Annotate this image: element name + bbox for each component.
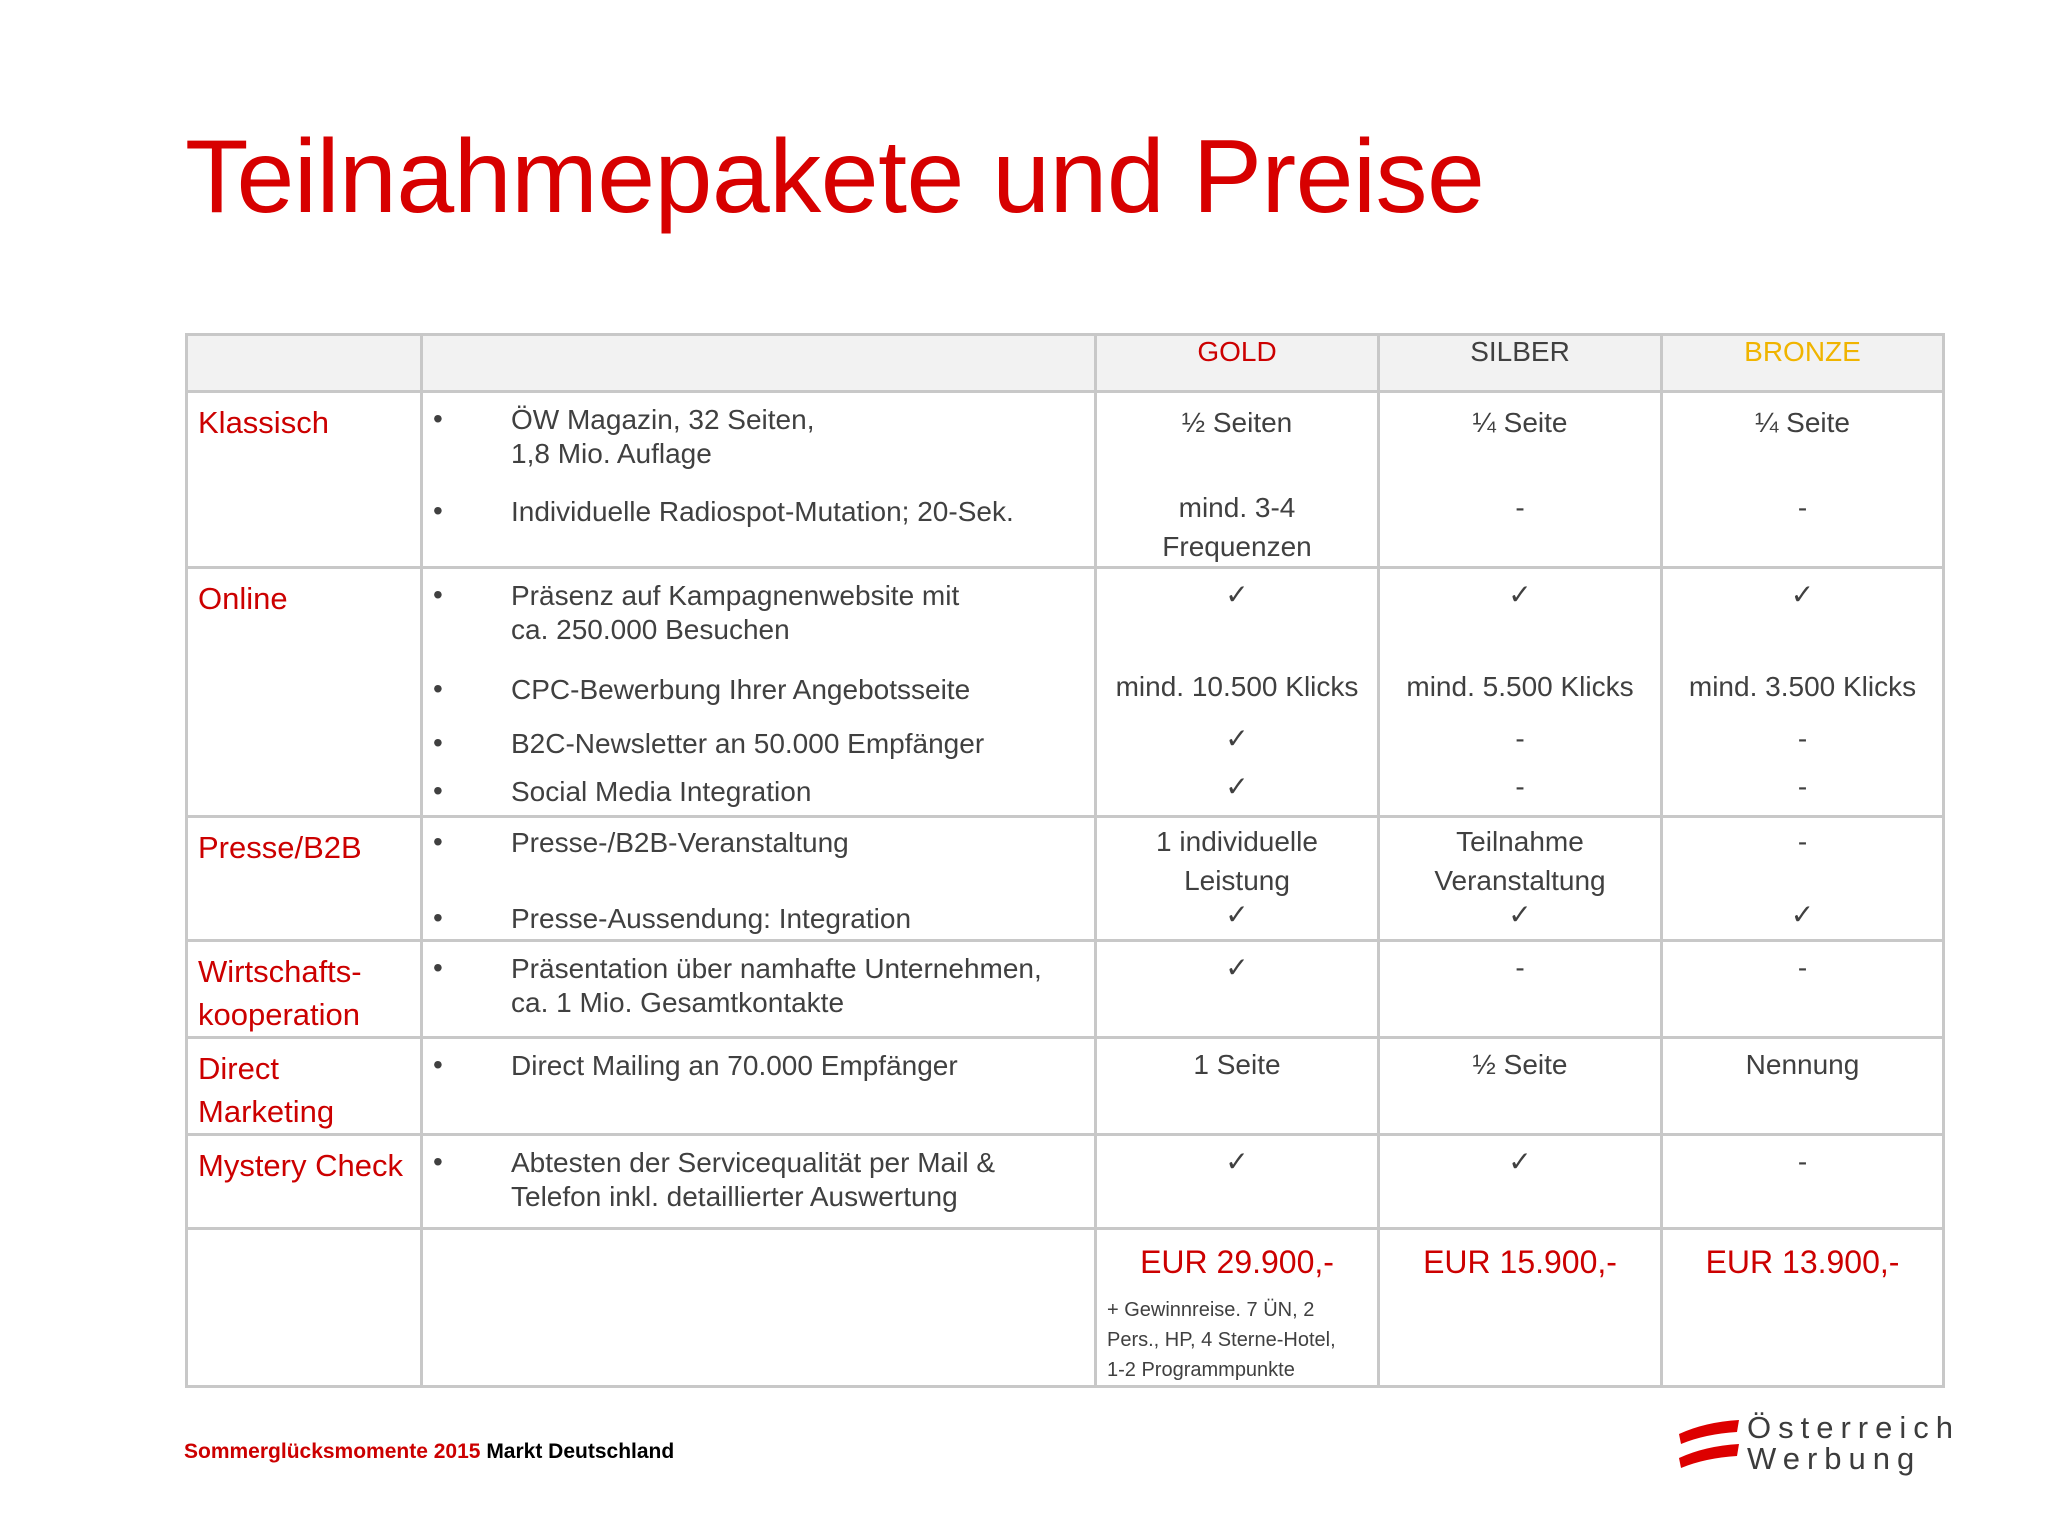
- items-online: [422, 568, 1096, 817]
- gold-mystery: ✓: [1096, 1135, 1379, 1229]
- header-empty-2: [422, 335, 1096, 392]
- item-text: ÖW Magazin, 32 Seiten, 1,8 Mio. Auflage: [511, 404, 815, 469]
- bronze-price-cell: [1662, 1229, 1944, 1387]
- gold-klassisch: ½ Seiten mind. 3-4 Frequenzen: [1096, 392, 1379, 568]
- category-label: Klassisch: [198, 405, 329, 440]
- bronze-price: EUR 13.900,-: [1705, 1244, 1900, 1280]
- item-text: Individuelle Radiospot-Mutation; 20-Sek.: [511, 496, 1014, 527]
- bronze-mystery: -: [1662, 1135, 1944, 1229]
- silber-direct: ½ Seite: [1379, 1038, 1662, 1135]
- bronze-label: BRONZE: [1744, 336, 1861, 367]
- footer: [184, 1440, 674, 1464]
- header-empty-1: [187, 335, 422, 392]
- row-prices: [187, 1229, 1944, 1387]
- category-presse: [187, 817, 422, 941]
- silber-online: ✓ mind. 5.500 Klicks - -: [1379, 568, 1662, 817]
- bullet: •: [433, 775, 443, 806]
- bullet: •: [433, 727, 443, 758]
- bronze-presse: - ✓: [1662, 817, 1944, 941]
- category-label: Mystery Check: [198, 1148, 403, 1183]
- item-text: CPC-Bewerbung Ihrer Angebotsseite: [511, 674, 971, 705]
- flag-stripes-icon: [1675, 1418, 1745, 1478]
- oesterreich-werbung-logo: [1675, 1412, 1990, 1482]
- silber-presse: Teilnahme Veranstaltung ✓: [1379, 817, 1662, 941]
- category-klassisch: [187, 392, 422, 568]
- items-direct: [422, 1038, 1096, 1135]
- silber-klassisch: ¼ Seite -: [1379, 392, 1662, 568]
- bronze-klassisch: ¼ Seite -: [1662, 392, 1944, 568]
- header-gold: [1096, 335, 1379, 392]
- gold-online: ✓ mind. 10.500 Klicks ✓ ✓: [1096, 568, 1379, 817]
- category-mystery: [187, 1135, 422, 1229]
- logo-text: Österreich Werbung: [1747, 1410, 1960, 1476]
- price-empty-1: [187, 1229, 422, 1387]
- item-text: Presse-Aussendung: Integration: [511, 903, 912, 934]
- silber-price-cell: [1379, 1229, 1662, 1387]
- item-text: Presse-/B2B-Veranstaltung: [511, 827, 849, 858]
- category-wirtschaft: [187, 941, 422, 1038]
- bronze-online: ✓ mind. 3.500 Klicks - -: [1662, 568, 1944, 817]
- bullet: •: [433, 826, 443, 857]
- items-wirtschaft: [422, 941, 1096, 1038]
- gold-direct: 1 Seite: [1096, 1038, 1379, 1135]
- header-silber: [1379, 335, 1662, 392]
- bullet: •: [433, 1146, 443, 1177]
- bullet: •: [433, 952, 443, 983]
- bronze-direct: Nennung: [1662, 1038, 1944, 1135]
- gold-price-cell: [1096, 1229, 1379, 1387]
- row-wirtschaft: [187, 941, 1944, 1038]
- items-presse: [422, 817, 1096, 941]
- bullet: •: [433, 902, 443, 933]
- price-empty-2: [422, 1229, 1096, 1387]
- bullet: •: [433, 579, 443, 610]
- packages-table: [185, 333, 1945, 1388]
- row-presse: [187, 817, 1944, 941]
- bullet: •: [433, 1049, 443, 1080]
- gold-price: EUR 29.900,-: [1140, 1244, 1334, 1280]
- gold-wirtschaft: ✓: [1096, 941, 1379, 1038]
- category-label: Direct Marketing: [198, 1051, 335, 1129]
- item-text: Präsenz auf Kampagnenwebsite mit ca. 250.000 Besuchen: [511, 580, 960, 645]
- silber-mystery: ✓: [1379, 1135, 1662, 1229]
- row-klassisch: [187, 392, 1944, 568]
- items-mystery: [422, 1135, 1096, 1229]
- gold-label: GOLD: [1197, 336, 1277, 367]
- gold-bonus: + Gewinnreise. 7 ÜN, 2 Pers., HP, 4 Sterne-Hotel, 1-2 Programmpunkte: [1107, 1299, 1336, 1381]
- category-label: Wirtschafts- kooperation: [198, 954, 362, 1032]
- bullet: •: [433, 403, 443, 434]
- item-text: B2C-Newsletter an 50.000 Empfänger: [511, 728, 985, 759]
- header-bronze: [1662, 335, 1944, 392]
- item-text: Direct Mailing an 70.000 Empfänger: [511, 1050, 958, 1081]
- item-text: Social Media Integration: [511, 776, 812, 807]
- bronze-wirtschaft: -: [1662, 941, 1944, 1038]
- row-mystery: [187, 1135, 1944, 1229]
- footer-market: Markt Deutschland: [486, 1440, 675, 1463]
- page-title: Teilnahmepakete und Preise: [185, 119, 1485, 235]
- item-text: Präsentation über namhafte Unternehmen, ca. 1 Mio. Gesamtkontakte: [511, 953, 1042, 1018]
- gold-presse: 1 individuelle Leistung ✓: [1096, 817, 1379, 941]
- row-direct: [187, 1038, 1944, 1135]
- table-header-row: [187, 335, 1944, 392]
- category-direct: [187, 1038, 422, 1135]
- category-label: Online: [198, 581, 288, 616]
- category-online: [187, 568, 422, 817]
- items-klassisch: [422, 392, 1096, 568]
- footer-campaign: Sommerglücksmomente 2015: [184, 1440, 481, 1463]
- silber-label: SILBER: [1470, 336, 1570, 367]
- silber-price: EUR 15.900,-: [1423, 1244, 1617, 1280]
- bullet: •: [433, 673, 443, 704]
- silber-wirtschaft: -: [1379, 941, 1662, 1038]
- row-online: [187, 568, 1944, 817]
- category-label: Presse/B2B: [198, 830, 362, 865]
- bullet: •: [433, 495, 443, 526]
- item-text: Abtesten der Servicequalität per Mail & Telefon inkl. detaillierter Auswertung: [511, 1147, 996, 1212]
